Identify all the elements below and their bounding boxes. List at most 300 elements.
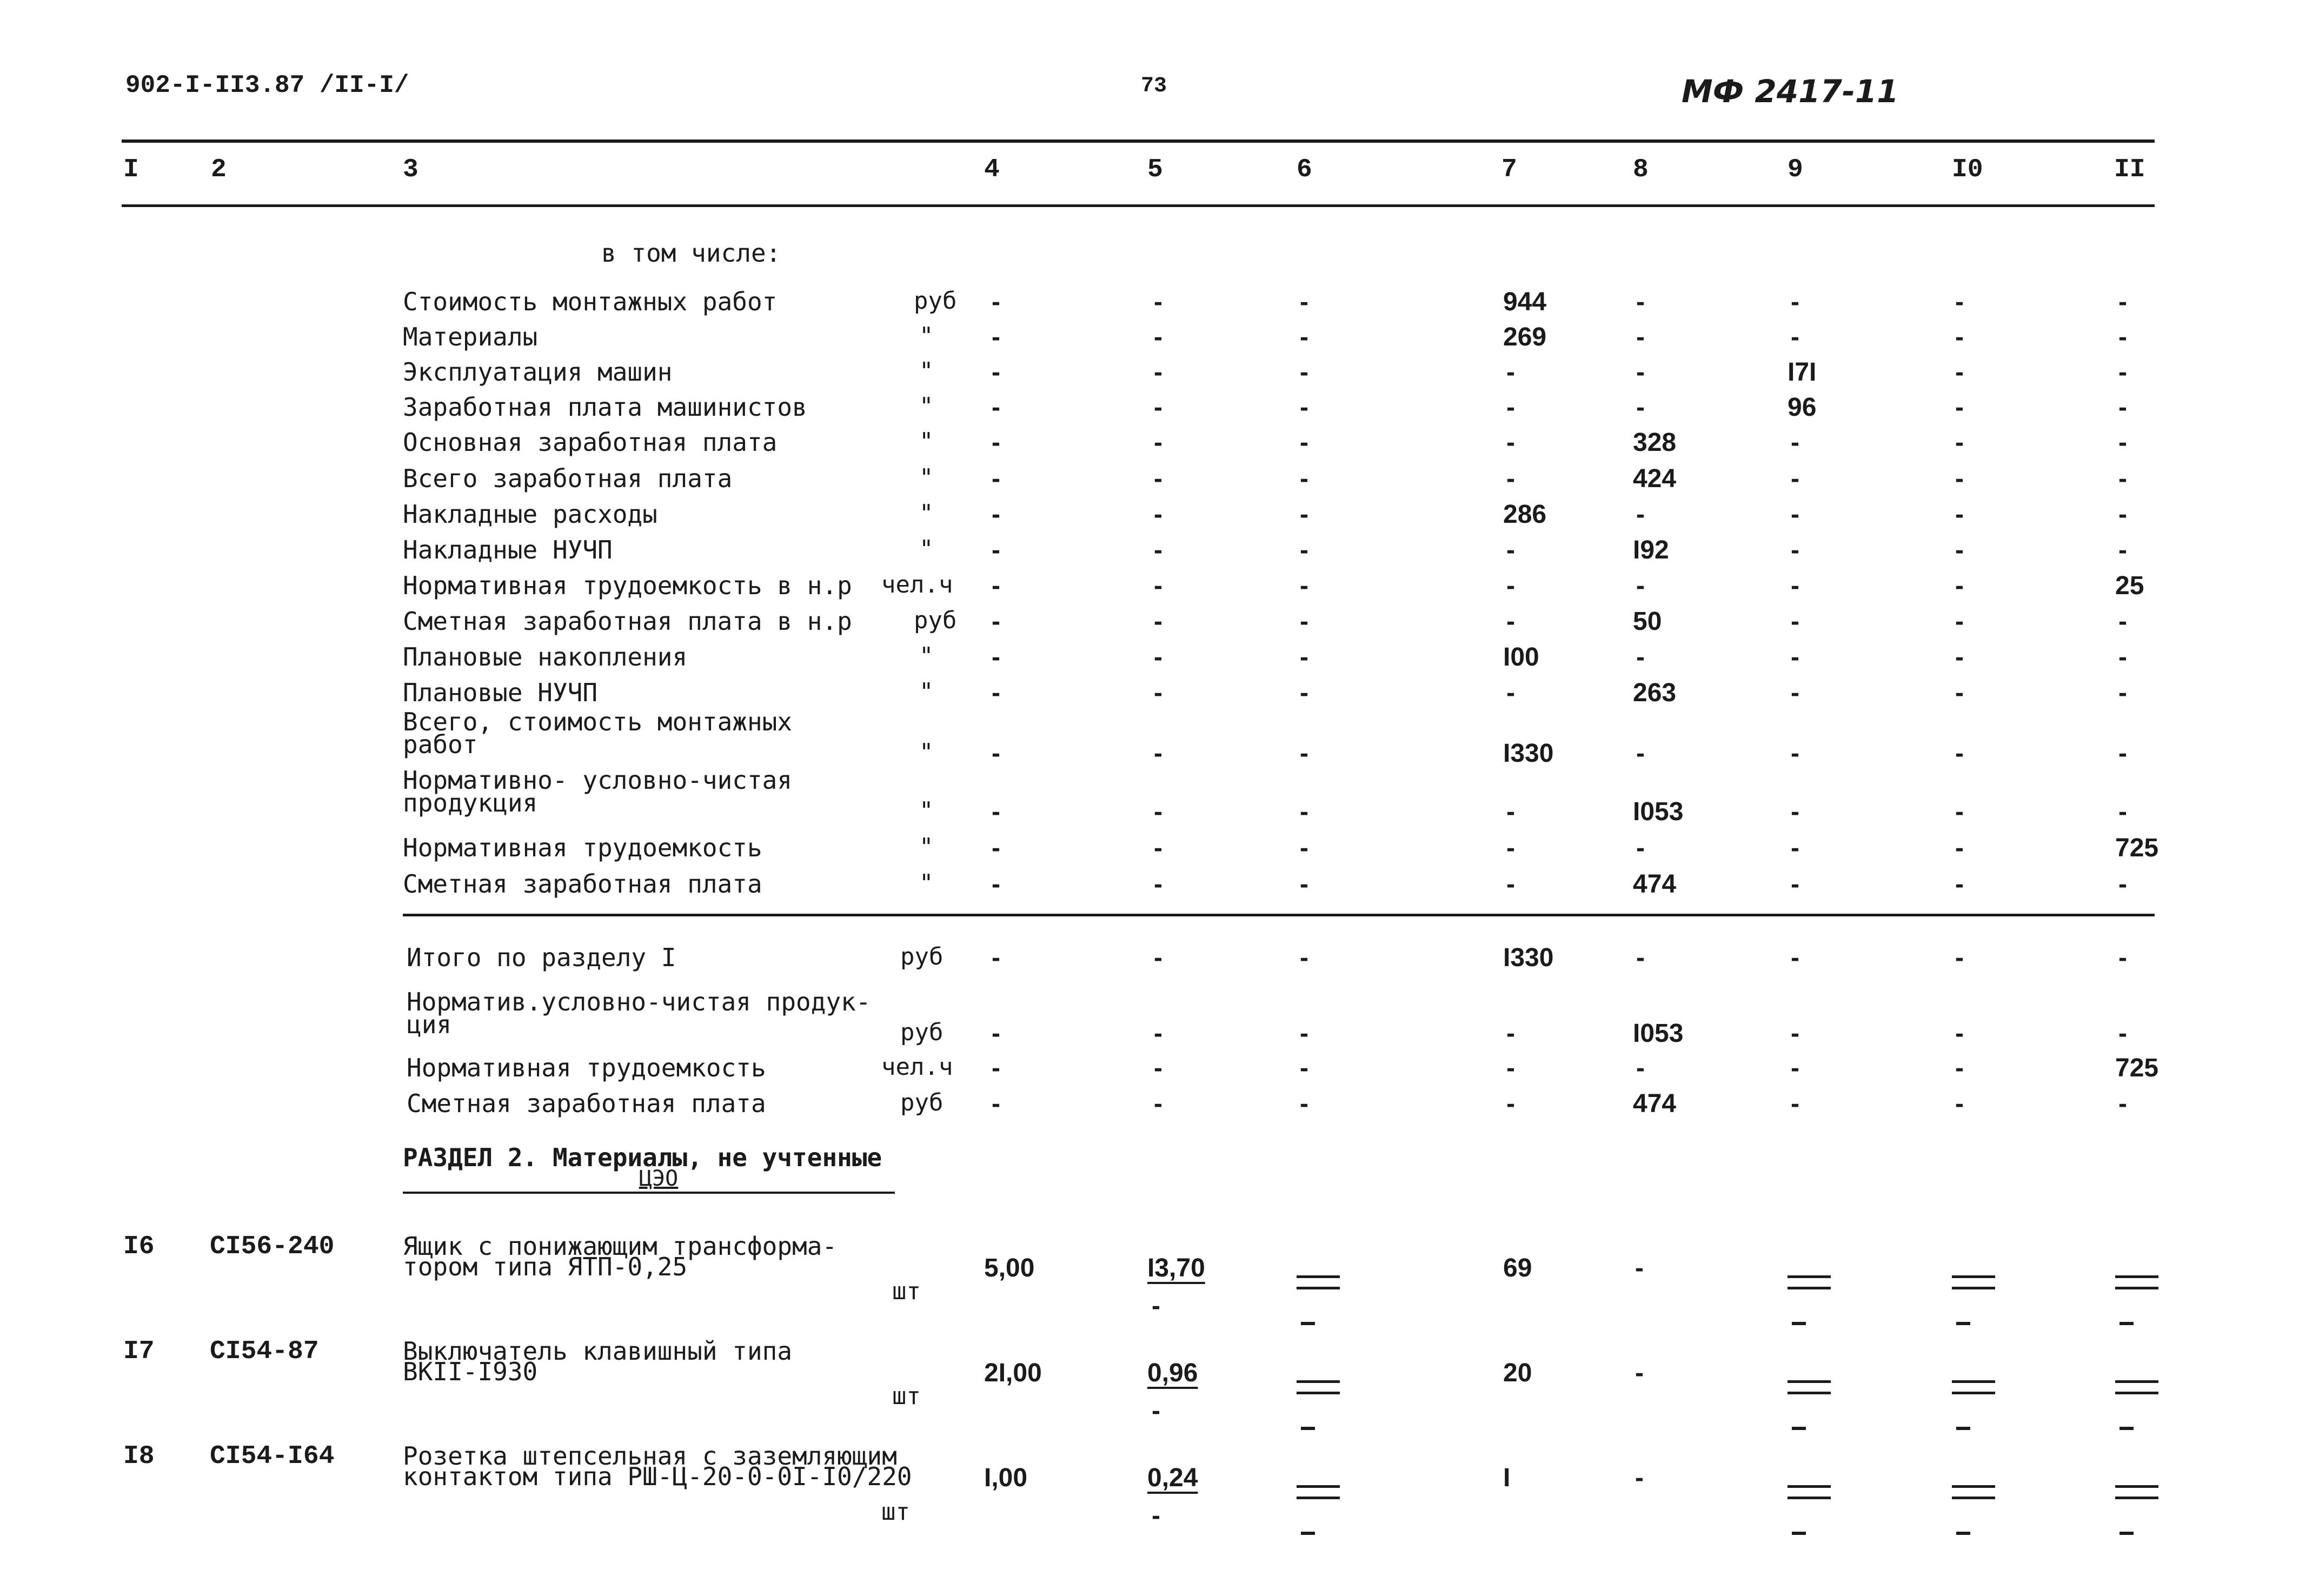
header-top-rule bbox=[122, 139, 2155, 143]
item-description-cont: ВКII-I930 bbox=[403, 1357, 538, 1386]
row-value-dash: - bbox=[1506, 1054, 1515, 1082]
row-value-dash: - bbox=[1636, 500, 1645, 529]
row-value-dash: - bbox=[1300, 428, 1308, 457]
row-value-dash: - bbox=[992, 1089, 1000, 1118]
item-double-dash bbox=[1788, 1268, 1831, 1294]
row-value-dash: - bbox=[1300, 536, 1308, 564]
item-col8-dash: - bbox=[1635, 1464, 1644, 1492]
row-value-dash: - bbox=[992, 1019, 1000, 1048]
row-value-dash: - bbox=[2118, 739, 2127, 768]
item-unit: шт bbox=[881, 1498, 910, 1526]
row-value-dash: - bbox=[1300, 571, 1308, 600]
row-value-dash: - bbox=[1154, 323, 1162, 351]
row-value: 474 bbox=[1633, 870, 1677, 899]
item-quantity: 2I,00 bbox=[984, 1359, 1042, 1387]
row-value: I00 bbox=[1503, 643, 1539, 671]
row-value-dash: - bbox=[1300, 393, 1308, 422]
row-unit: " bbox=[919, 535, 934, 563]
col-4-header: 4 bbox=[984, 155, 1000, 184]
double-rule-mark bbox=[2115, 1485, 2158, 1499]
lower-tick-mark bbox=[2119, 1322, 2134, 1325]
row-value-dash: - bbox=[1791, 870, 1799, 899]
row-value-dash: - bbox=[992, 607, 1000, 636]
row-value-dash: - bbox=[1300, 323, 1308, 351]
col-6-header: 6 bbox=[1297, 155, 1312, 184]
row-value-dash: - bbox=[1636, 393, 1645, 422]
row-value-dash: - bbox=[1955, 1089, 1964, 1118]
item-lower-tick bbox=[2119, 1514, 2134, 1540]
item-code: CI54-87 bbox=[210, 1337, 319, 1366]
row-value-dash: - bbox=[2118, 870, 2127, 899]
row-unit: " bbox=[919, 797, 934, 824]
col-3-header: 3 bbox=[403, 155, 418, 184]
row-value-dash: - bbox=[2118, 536, 2127, 564]
row-value-dash: - bbox=[1506, 393, 1515, 422]
item-number: I8 bbox=[123, 1442, 155, 1471]
row-label: Плановые НУЧП bbox=[403, 678, 598, 707]
lower-tick-mark bbox=[1792, 1322, 1806, 1325]
row-value: I7I bbox=[1788, 358, 1817, 387]
item-price-lower-dash: - bbox=[1152, 1396, 1160, 1425]
lower-tick-mark bbox=[1301, 1532, 1315, 1535]
row-label: Норматив.условно-чистая продук- bbox=[407, 987, 871, 1016]
row-value-dash: - bbox=[1636, 358, 1645, 387]
item-lower-tick bbox=[2119, 1409, 2134, 1435]
item-price-lower-dash: - bbox=[1152, 1292, 1160, 1320]
row-value-dash: - bbox=[2118, 797, 2127, 826]
item-total: 69 bbox=[1503, 1254, 1532, 1282]
double-rule-mark bbox=[2115, 1275, 2158, 1289]
row-value-dash: - bbox=[1955, 288, 1964, 316]
row-value-dash: - bbox=[1300, 1089, 1308, 1118]
row-value: 263 bbox=[1633, 679, 1677, 707]
lower-tick-mark bbox=[2119, 1532, 2134, 1535]
row-value-dash: - bbox=[992, 834, 1000, 862]
double-rule-mark bbox=[1788, 1275, 1831, 1289]
row-unit: " bbox=[919, 393, 934, 420]
row-value: I330 bbox=[1503, 739, 1554, 768]
lower-tick-mark bbox=[1956, 1322, 1970, 1325]
row-value-dash: - bbox=[1791, 643, 1799, 671]
row-value-dash: - bbox=[1506, 1019, 1515, 1048]
double-rule-mark bbox=[1297, 1275, 1340, 1289]
row-value: 25 bbox=[2115, 571, 2144, 600]
item-description: Выключатель клавишный типа bbox=[403, 1336, 793, 1366]
row-value-dash: - bbox=[2118, 323, 2127, 351]
row-value-dash: - bbox=[1506, 870, 1515, 899]
row-value-dash: - bbox=[1791, 536, 1799, 564]
row-label: Эксплуатация машин bbox=[403, 357, 673, 387]
row-value-dash: - bbox=[992, 358, 1000, 387]
row-unit: руб bbox=[914, 287, 957, 315]
row-unit: " bbox=[919, 500, 934, 527]
row-value-dash: - bbox=[1506, 1089, 1515, 1118]
item-double-dash bbox=[1297, 1478, 1340, 1504]
row-value-dash: - bbox=[1300, 643, 1308, 671]
row-value-dash: - bbox=[1955, 834, 1964, 862]
row-unit: " bbox=[919, 428, 934, 455]
lower-tick-mark bbox=[1956, 1532, 1970, 1535]
row-value: 944 bbox=[1503, 288, 1547, 316]
lower-tick-mark bbox=[2119, 1427, 2134, 1430]
row-value-dash: - bbox=[992, 500, 1000, 529]
row-value-dash: - bbox=[1636, 323, 1645, 351]
section2-title-line2: ЦЭО bbox=[639, 1166, 679, 1191]
row-value: 269 bbox=[1503, 323, 1547, 351]
row-value-dash: - bbox=[1300, 1054, 1308, 1082]
row-value-dash: - bbox=[1955, 1054, 1964, 1082]
row-value-dash: - bbox=[1154, 428, 1162, 457]
row-label: Заработная плата машинистов bbox=[403, 393, 807, 422]
row-value-dash: - bbox=[2118, 428, 2127, 457]
row-value-dash: - bbox=[992, 536, 1000, 564]
item-lower-tick bbox=[1792, 1304, 1806, 1330]
row-value-dash: - bbox=[1955, 943, 1964, 972]
row-unit: " bbox=[919, 739, 934, 766]
row-value: 286 bbox=[1503, 500, 1547, 529]
row-unit: " bbox=[919, 642, 934, 670]
row-value: 474 bbox=[1633, 1089, 1677, 1118]
row-unit: " bbox=[919, 869, 934, 897]
col-10-header: I0 bbox=[1952, 155, 1983, 184]
item-lower-tick bbox=[2119, 1304, 2134, 1330]
row-value-dash: - bbox=[1955, 393, 1964, 422]
row-value-dash: - bbox=[1300, 679, 1308, 707]
item-quantity: I,00 bbox=[984, 1464, 1028, 1492]
row-value-dash: - bbox=[1955, 607, 1964, 636]
row-value-dash: - bbox=[1955, 679, 1964, 707]
row-value-dash: - bbox=[1154, 739, 1162, 768]
row-value-dash: - bbox=[1506, 571, 1515, 600]
row-value-dash: - bbox=[1791, 1054, 1799, 1082]
row-value-dash: - bbox=[1154, 870, 1162, 899]
lower-tick-mark bbox=[1792, 1427, 1806, 1430]
row-value-dash: - bbox=[1154, 1089, 1162, 1118]
row-value-dash: - bbox=[1955, 358, 1964, 387]
col-5-header: 5 bbox=[1147, 155, 1163, 184]
item-double-dash bbox=[1952, 1478, 1995, 1504]
row-value-dash: - bbox=[1791, 607, 1799, 636]
row-unit: руб bbox=[900, 943, 943, 970]
header-bottom-rule bbox=[122, 204, 2155, 207]
row-label: Стоимость монтажных работ bbox=[403, 287, 778, 316]
row-label: Основная заработная плата bbox=[403, 428, 778, 457]
item-description: Розетка штепсельная с заземляющим bbox=[403, 1441, 897, 1471]
row-value-dash: - bbox=[992, 571, 1000, 600]
item-lower-tick bbox=[1792, 1514, 1806, 1540]
row-value-dash: - bbox=[1955, 571, 1964, 600]
row-unit: " bbox=[919, 464, 934, 491]
row-value-dash: - bbox=[1154, 393, 1162, 422]
row-value: 725 bbox=[2115, 834, 2159, 862]
row-value-dash: - bbox=[1300, 797, 1308, 826]
row-label: Сметная заработная плата bbox=[407, 1089, 766, 1118]
row-value-dash: - bbox=[1791, 500, 1799, 529]
section2-title: РАЗДЕЛ 2. Материалы, не учтенные bbox=[403, 1143, 882, 1172]
row-value-dash: - bbox=[1506, 607, 1515, 636]
row-value-dash: - bbox=[1154, 943, 1162, 972]
item-code: CI54-I64 bbox=[210, 1442, 335, 1471]
item-lower-tick bbox=[1956, 1409, 1970, 1435]
row-unit: " bbox=[919, 678, 934, 706]
row-value-dash: - bbox=[1300, 464, 1308, 493]
double-rule-mark bbox=[1788, 1485, 1831, 1499]
item-col8-dash: - bbox=[1635, 1359, 1644, 1387]
row-value-dash: - bbox=[1506, 679, 1515, 707]
row-value-dash: - bbox=[2118, 288, 2127, 316]
item-col8-dash: - bbox=[1635, 1254, 1644, 1282]
row-value-dash: - bbox=[1791, 943, 1799, 972]
handwritten-stamp: МФ 2417-11 bbox=[1682, 73, 1899, 110]
row-value-dash: - bbox=[1506, 428, 1515, 457]
document-code: 902-I-II3.87 /II-I/ bbox=[125, 71, 409, 99]
row-value-dash: - bbox=[992, 288, 1000, 316]
item-double-dash bbox=[1788, 1373, 1831, 1399]
row-label: Нормативная трудоемкость bbox=[407, 1053, 766, 1082]
item-number: I7 bbox=[123, 1337, 155, 1366]
row-value-dash: - bbox=[1791, 1019, 1799, 1048]
col-7-header: 7 bbox=[1501, 155, 1517, 184]
double-rule-mark bbox=[1952, 1485, 1995, 1499]
row-value-dash: - bbox=[1791, 679, 1799, 707]
row-value-dash: - bbox=[1955, 1019, 1964, 1048]
row-value-dash: - bbox=[1506, 464, 1515, 493]
item-double-dash bbox=[1952, 1268, 1995, 1294]
item-lower-tick bbox=[1301, 1409, 1315, 1435]
col-11-header: II bbox=[2114, 155, 2145, 184]
item-double-dash bbox=[2115, 1268, 2158, 1294]
row-value-dash: - bbox=[2118, 607, 2127, 636]
row-value-dash: - bbox=[1636, 834, 1645, 862]
row-value-dash: - bbox=[992, 797, 1000, 826]
row-value-dash: - bbox=[1154, 464, 1162, 493]
row-value-dash: - bbox=[1154, 1019, 1162, 1048]
row-value-dash: - bbox=[2118, 679, 2127, 707]
row-value-dash: - bbox=[1955, 323, 1964, 351]
col-8-header: 8 bbox=[1633, 155, 1649, 184]
page-number: 73 bbox=[1141, 74, 1167, 98]
item-price: 0,24 bbox=[1147, 1464, 1198, 1492]
row-value-dash: - bbox=[1300, 739, 1308, 768]
row-value-dash: - bbox=[1955, 797, 1964, 826]
row-value-dash: - bbox=[1791, 797, 1799, 826]
row-value-dash: - bbox=[992, 428, 1000, 457]
item-description-cont: контактом типа РШ-Ц-20-0-0I-I0/220 bbox=[403, 1462, 912, 1491]
row-label: Нормативная трудоемкость bbox=[403, 833, 762, 862]
item-number: I6 bbox=[123, 1232, 155, 1261]
col-1-header: I bbox=[123, 155, 139, 184]
row-value-dash: - bbox=[1636, 1054, 1645, 1082]
row-label: Материалы bbox=[403, 322, 538, 351]
row-value-dash: - bbox=[1791, 323, 1799, 351]
row-value-dash: - bbox=[1300, 1019, 1308, 1048]
row-value-dash: - bbox=[992, 393, 1000, 422]
row-value-dash: - bbox=[992, 464, 1000, 493]
row-value-dash: - bbox=[1300, 870, 1308, 899]
row-value-dash: - bbox=[1300, 288, 1308, 316]
item-total: 20 bbox=[1503, 1359, 1532, 1387]
item-double-dash bbox=[1297, 1373, 1340, 1399]
item-double-dash bbox=[2115, 1478, 2158, 1504]
col-9-header: 9 bbox=[1788, 155, 1803, 184]
row-unit: чел.ч bbox=[881, 571, 953, 598]
row-value-dash: - bbox=[1154, 643, 1162, 671]
row-value-dash: - bbox=[1506, 358, 1515, 387]
section-intro: в том числе: bbox=[601, 238, 781, 268]
item-quantity: 5,00 bbox=[984, 1254, 1035, 1282]
row-value-dash: - bbox=[1955, 536, 1964, 564]
row-label: Всего заработная плата bbox=[403, 464, 733, 493]
row-value-dash: - bbox=[1154, 679, 1162, 707]
row-value-dash: - bbox=[1154, 607, 1162, 636]
lower-tick-mark bbox=[1792, 1532, 1806, 1535]
row-value-dash: - bbox=[1636, 571, 1645, 600]
row-value-dash: - bbox=[992, 870, 1000, 899]
row-value-dash: - bbox=[1636, 643, 1645, 671]
row-label: Плановые накопления bbox=[403, 642, 688, 671]
item-lower-tick bbox=[1301, 1304, 1315, 1330]
row-value-dash: - bbox=[1154, 834, 1162, 862]
row-value: I053 bbox=[1633, 797, 1684, 826]
row-value-dash: - bbox=[1955, 870, 1964, 899]
row-unit: руб bbox=[900, 1089, 943, 1116]
item-lower-tick bbox=[1956, 1304, 1970, 1330]
row-unit: руб bbox=[900, 1019, 943, 1046]
row-value-dash: - bbox=[2118, 1019, 2127, 1048]
row-value-dash: - bbox=[1636, 288, 1645, 316]
item-unit: шт bbox=[892, 1382, 921, 1410]
row-value: 96 bbox=[1788, 393, 1817, 422]
double-rule-mark bbox=[1297, 1485, 1340, 1499]
row-value-dash: - bbox=[2118, 943, 2127, 972]
row-label-cont: ция bbox=[407, 1010, 452, 1039]
double-rule-mark bbox=[2115, 1380, 2158, 1394]
double-rule-mark bbox=[1952, 1380, 1995, 1394]
row-label: Всего, стоимость монтажных bbox=[403, 707, 793, 736]
row-value-dash: - bbox=[1506, 834, 1515, 862]
row-label: Нормативная трудоемкость в н.р bbox=[403, 571, 852, 600]
row-label: Накладные НУЧП bbox=[403, 535, 613, 564]
row-value: I92 bbox=[1633, 536, 1669, 564]
row-value-dash: - bbox=[1955, 739, 1964, 768]
item-price: I3,70 bbox=[1147, 1254, 1205, 1282]
row-value-dash: - bbox=[992, 739, 1000, 768]
row-value: I330 bbox=[1503, 943, 1554, 972]
item-code: CI56-240 bbox=[210, 1232, 335, 1261]
row-label: Накладные расходы bbox=[403, 500, 657, 529]
row-value-dash: - bbox=[1300, 834, 1308, 862]
row-value-dash: - bbox=[1636, 739, 1645, 768]
row-label: Сметная заработная плата bbox=[403, 869, 762, 899]
item-total: I bbox=[1503, 1464, 1511, 1492]
row-value-dash: - bbox=[1791, 288, 1799, 316]
row-value-dash: - bbox=[1300, 358, 1308, 387]
col-2-header: 2 bbox=[211, 155, 227, 184]
row-value-dash: - bbox=[1955, 428, 1964, 457]
row-value-dash: - bbox=[992, 643, 1000, 671]
row-value-dash: - bbox=[1300, 607, 1308, 636]
row-unit: " bbox=[919, 357, 934, 385]
row-value-dash: - bbox=[1154, 1054, 1162, 1082]
item-double-dash bbox=[1788, 1478, 1831, 1504]
item-lower-tick bbox=[1301, 1514, 1315, 1540]
row-value-dash: - bbox=[1791, 571, 1799, 600]
item-description: Ящик с понижающим трансформа- bbox=[403, 1232, 838, 1261]
double-rule-mark bbox=[1952, 1275, 1995, 1289]
row-value-dash: - bbox=[1154, 288, 1162, 316]
item-double-dash bbox=[2115, 1373, 2158, 1399]
row-value-dash: - bbox=[1636, 943, 1645, 972]
row-value-dash: - bbox=[992, 1054, 1000, 1082]
row-value: 725 bbox=[2115, 1054, 2159, 1082]
row-value-dash: - bbox=[2118, 1089, 2127, 1118]
double-rule-mark bbox=[1297, 1380, 1340, 1394]
row-value-dash: - bbox=[1791, 464, 1799, 493]
row-value-dash: - bbox=[1955, 643, 1964, 671]
row-value-dash: - bbox=[1300, 943, 1308, 972]
item-lower-tick bbox=[1956, 1514, 1970, 1540]
row-value: I053 bbox=[1633, 1019, 1684, 1048]
row-value-dash: - bbox=[992, 943, 1000, 972]
row-unit: руб bbox=[914, 607, 957, 634]
row-value-dash: - bbox=[1791, 739, 1799, 768]
row-value: 328 bbox=[1633, 428, 1677, 457]
row-unit: " bbox=[919, 322, 934, 350]
row-value-dash: - bbox=[1506, 536, 1515, 564]
row-label-cont: работ bbox=[403, 730, 478, 759]
row-value-dash: - bbox=[2118, 358, 2127, 387]
row-value-dash: - bbox=[1791, 428, 1799, 457]
row-value-dash: - bbox=[1154, 797, 1162, 826]
item-double-dash bbox=[1952, 1373, 1995, 1399]
row-label: Итого по разделу I bbox=[407, 943, 676, 972]
item-price-lower-dash: - bbox=[1152, 1501, 1160, 1530]
row-value-dash: - bbox=[1300, 500, 1308, 529]
row-value-dash: - bbox=[992, 679, 1000, 707]
section2-title-underline bbox=[403, 1192, 895, 1194]
row-value-dash: - bbox=[1791, 834, 1799, 862]
row-label: Сметная заработная плата в н.р bbox=[403, 607, 852, 636]
item-lower-tick bbox=[1792, 1409, 1806, 1435]
row-value: 424 bbox=[1633, 464, 1677, 493]
row-value-dash: - bbox=[2118, 500, 2127, 529]
row-value-dash: - bbox=[1791, 1089, 1799, 1118]
row-value-dash: - bbox=[2118, 643, 2127, 671]
row-value-dash: - bbox=[1154, 358, 1162, 387]
section1-total-rule bbox=[403, 914, 2155, 916]
row-label: Нормативно- условно-чистая bbox=[403, 766, 793, 795]
row-value-dash: - bbox=[1154, 500, 1162, 529]
row-label-cont: продукция bbox=[403, 788, 538, 817]
lower-tick-mark bbox=[1956, 1427, 1970, 1430]
row-value-dash: - bbox=[992, 323, 1000, 351]
item-double-dash bbox=[1297, 1268, 1340, 1294]
row-value-dash: - bbox=[1154, 571, 1162, 600]
item-unit: шт bbox=[892, 1278, 921, 1305]
row-value: 50 bbox=[1633, 607, 1662, 636]
row-unit: чел.ч bbox=[881, 1053, 953, 1081]
item-price: 0,96 bbox=[1147, 1359, 1198, 1387]
lower-tick-mark bbox=[1301, 1322, 1315, 1325]
item-description-cont: тором типа ЯТП-0,25 bbox=[403, 1252, 688, 1281]
row-value-dash: - bbox=[1506, 797, 1515, 826]
row-value-dash: - bbox=[1955, 500, 1964, 529]
row-value-dash: - bbox=[1955, 464, 1964, 493]
row-unit: " bbox=[919, 833, 934, 861]
lower-tick-mark bbox=[1301, 1427, 1315, 1430]
row-value-dash: - bbox=[1154, 536, 1162, 564]
double-rule-mark bbox=[1788, 1380, 1831, 1394]
